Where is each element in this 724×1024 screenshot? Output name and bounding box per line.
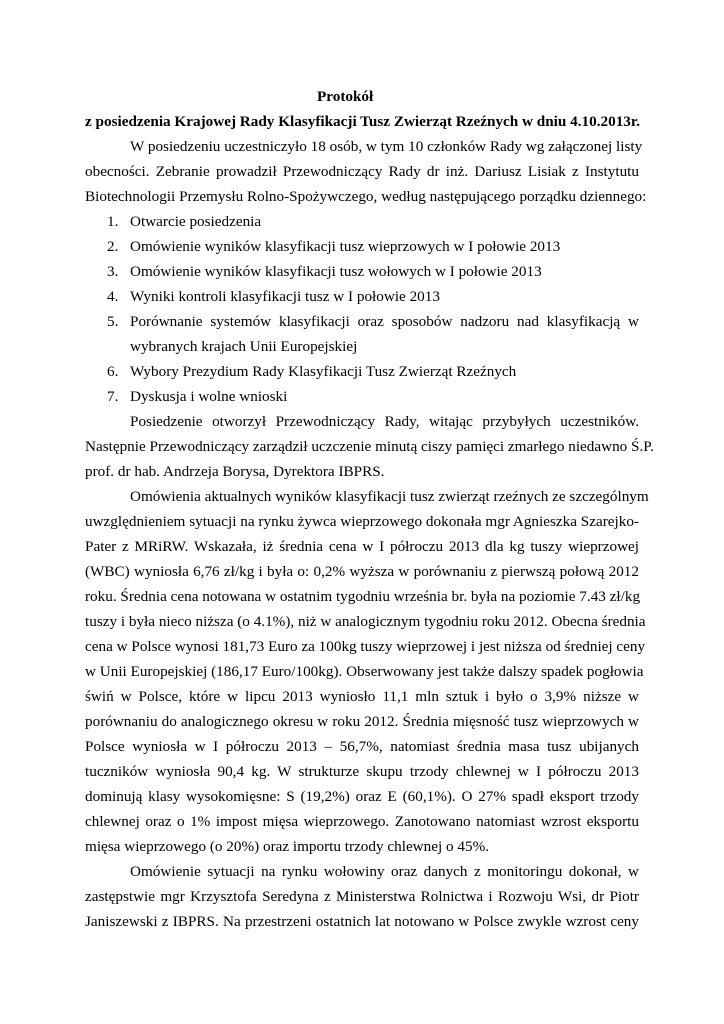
paragraph-line: Omówienia aktualnych wyników klasyfikacji tusz zwierząt rzeźnych ze szczególnym [130,488,649,505]
agenda-item-text: Otwarcie posiedzenia [130,213,262,230]
paragraph-line: Omówienie sytuacji na rynku wołowiny oraz danych z monitoringu dokonał, w [130,863,639,880]
paragraph-line: uwzględnieniem sytuacji na rynku żywca wieprzowego dokonała mgr Agnieszka Szarejko- [85,513,639,530]
page-title: Protokół [317,88,374,105]
paragraph-line: tuczników wyniosła 90,4 kg. W strukturze skupu trzody chlewnej w I półroczu 2013 [85,763,639,780]
paragraph-line: w Unii Europejskiej (186,17 Euro/100kg). Obserwowany jest także dalszy spadek pogłowia [85,663,644,680]
agenda-item-text: Wyniki kontroli klasyfikacji tusz w I połowie 2013 [130,288,440,305]
paragraph-line: zastępstwie mgr Krzysztofa Seredyna z Ministerstwa Rolnictwa i Rozwoju Wsi, dr Piotr [85,888,639,905]
paragraph-line: Następnie Przewodniczący zarządził uczczenie minutą ciszy pamięci zmarłego niedawno Ś.P. [85,438,654,455]
agenda-item-number: 6. [107,363,119,380]
agenda-item-text: Wybory Prezydium Rady Klasyfikacji Tusz Zwierząt Rzeźnych [130,363,517,380]
agenda-item-number: 3. [107,263,119,280]
paragraph-line: cena w Polsce wynosi 181,73 Euro za 100kg tuszy wieprzowej i jest niższa od średniej ceny [85,638,646,655]
agenda-item-number: 5. [107,313,119,330]
agenda-item-number: 7. [107,388,119,405]
agenda-item-number: 2. [107,238,119,255]
page-subtitle: z posiedzenia Krajowej Rady Klasyfikacji Tusz Zwierząt Rzeźnych w dniu 4.10.2013r. [85,113,641,130]
agenda-item-number: 1. [107,213,119,230]
paragraph-line: roku. Średnia cena notowana w ostatnim tygodniu września br. była na poziomie 7.43 zł/kg [85,588,641,605]
agenda-item-continuation: wybranych krajach Unii Europejskiej [130,338,358,355]
intro-line: obecności. Zebranie prowadził Przewodniczący Rady dr inż. Dariusz Lisiak z Instytutu [85,163,639,180]
intro-line: W posiedzeniu uczestniczyło 18 osób, w tym 10 członków Rady wg załączonej listy [130,138,643,155]
paragraph-line: chlewnej oraz o 1% impost mięsa wieprzowego. Zanotowano natomiast wzrost eksportu [85,813,639,830]
agenda-item-text: Porównanie systemów klasyfikacji oraz sposobów nadzoru nad klasyfikacją w [130,313,639,330]
paragraph-line: porównaniu do analogicznego okresu w roku 2012. Średnia mięsność tusz wieprzowych w [85,713,639,730]
agenda-item-text: Omówienie wyników klasyfikacji tusz wieprzowych w I połowie 2013 [130,238,561,255]
paragraph-line: Polsce wyniosła w I półroczu 2013 – 56,7%, natomiast średnia masa tusz ubijanych [85,738,639,755]
paragraph-line: (WBC) wyniosła 6,76 zł/kg i była o: 0,2% wyższa w porównaniu z pierwszą połową 2012 [85,563,639,580]
paragraph-line: Posiedzenie otworzył Przewodniczący Rady, witając przybyłych uczestników. [130,413,639,430]
intro-line: Biotechnologii Przemysłu Rolno-Spożywczego, według następującego porządku dziennego: [85,188,647,205]
paragraph-line: prof. dr hab. Andrzeja Borysa, Dyrektora IBPRS. [85,463,385,480]
paragraph-line: tuszy i była nieco niższa (o 4.1%), niż w analogicznym tygodniu roku 2012. Obecna średnia [85,613,646,630]
agenda-item-number: 4. [107,288,119,305]
paragraph-line: Janiszewski z IBPRS. Na przestrzeni ostatnich lat notowano w Polsce zwykle wzrost ceny [85,913,639,930]
paragraph-line: świń w Polsce, które w lipcu 2013 wyniosło 11,1 mln sztuk i było o 3,9% niższe w [85,688,639,705]
paragraph-line: mięsa wieprzowego (o 20%) oraz importu trzody chlewnej o 45%. [85,838,490,855]
paragraph-line: Pater z MRiRW. Wskazała, iż średnia cena w I półroczu 2013 dla kg tuszy wieprzowej [85,538,639,555]
paragraph-line: dominują klasy wysokomięsne: S (19,2%) oraz E (60,1%). O 27% spadł eksport trzody [85,788,639,805]
agenda-item-text: Dyskusja i wolne wnioski [130,388,288,405]
agenda-item-text: Omówienie wyników klasyfikacji tusz wołowych w I połowie 2013 [130,263,542,280]
